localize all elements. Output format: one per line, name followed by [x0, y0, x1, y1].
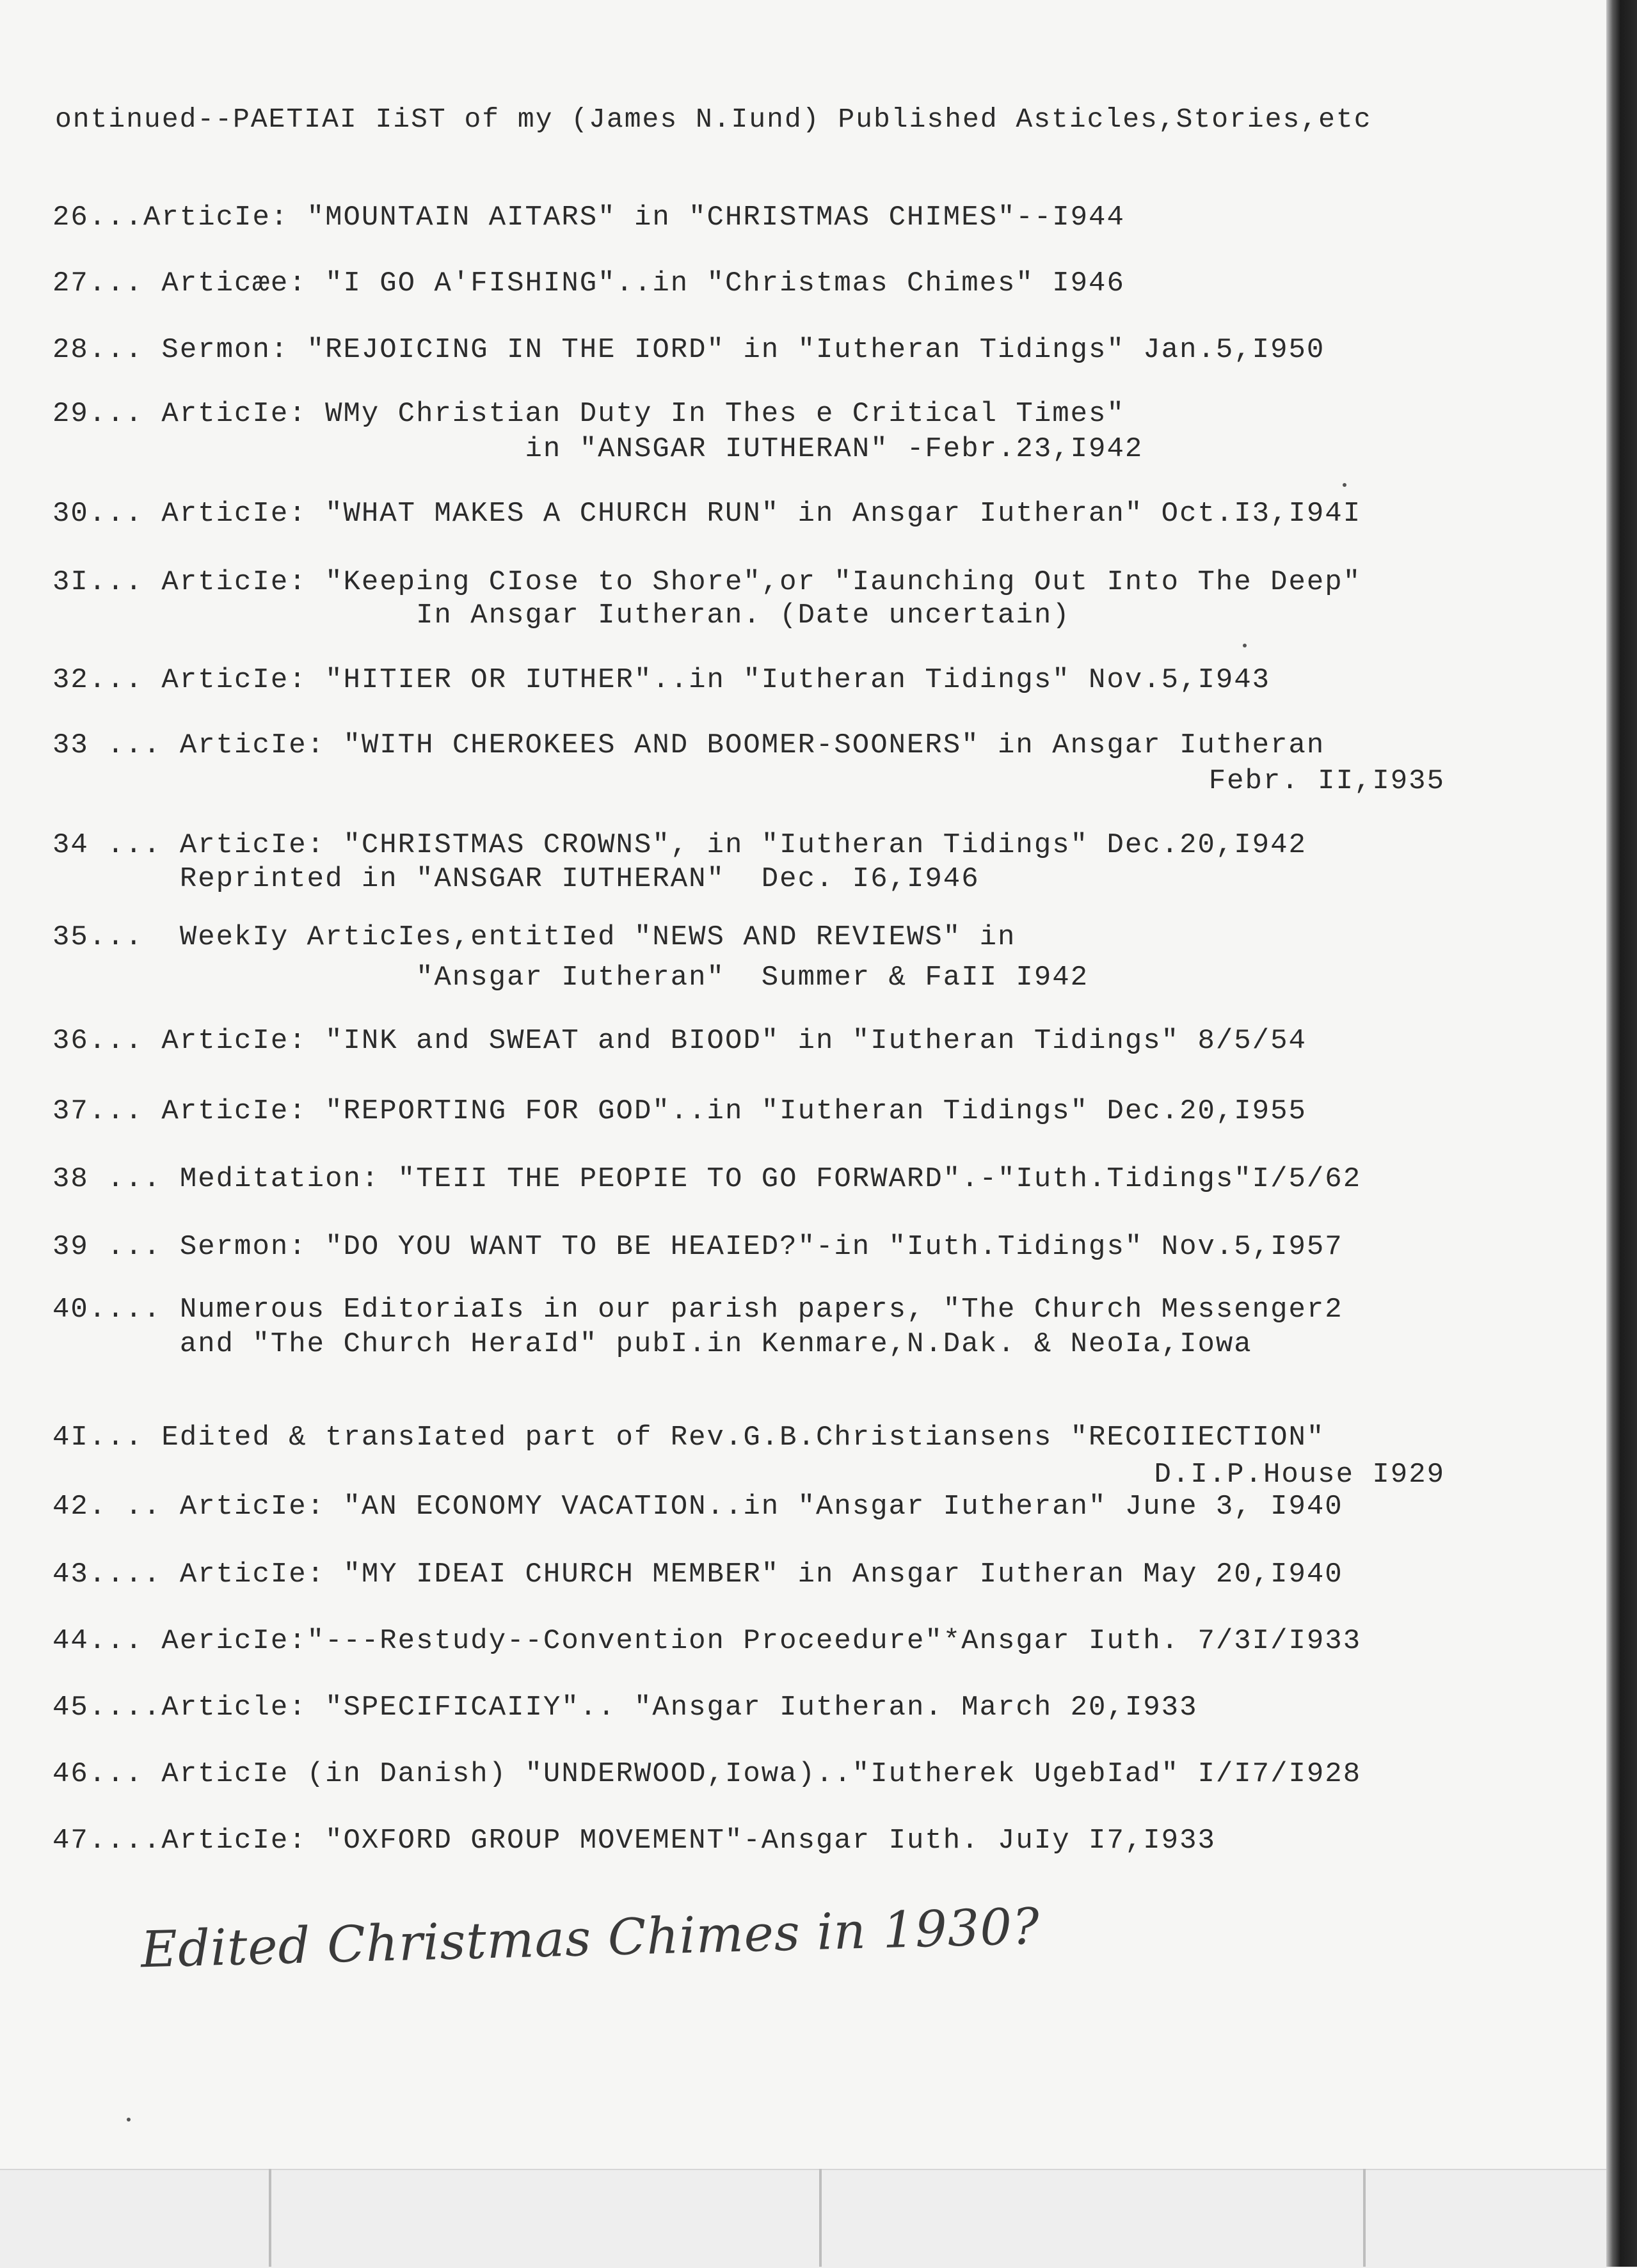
entry-46: 46... ArticIe (in Danish) "UNDERWOOD,Iowa).."Iutherek UgebIad" I/I7/I928 — [52, 1758, 1362, 1790]
handwritten-note: Edited Christmas Chimes in 1930? — [140, 1898, 1041, 1979]
entry-43: 43.... ArticIe: "MY IDEAI CHURCH MEMBER" in Ansgar Iutheran May 20,I940 — [52, 1558, 1343, 1590]
entry-40-cont: and "The Church HeraId" pubI.in Kenmare,N.Dak. & NeoIa,Iowa — [52, 1328, 1252, 1360]
entry-29: 29... ArticIe: WMy Christian Duty In Thes e Critical Times" — [52, 398, 1125, 430]
entry-36: 36... ArticIe: "INK and SWEAT and BIOOD" in "Iutheran Tidings" 8/5/54 — [52, 1025, 1307, 1057]
entry-40: 40.... Numerous EditoriaIs in our parish papers, "The Church Messenger2 — [52, 1294, 1343, 1326]
entry-42: 42. .. ArticIe: "AN ECONOMY VACATION..in "Ansgar Iutheran" June 3, I940 — [52, 1491, 1343, 1523]
entry-39: 39 ... Sermon: "DO YOU WANT TO BE HEAIED?"-in "Iuth.Tidings" Nov.5,I957 — [52, 1231, 1343, 1263]
entry-35: 35... WeekIy ArticIes,entitIed "NEWS AND REVIEWS" in — [52, 921, 1016, 953]
entry-28: 28... Sermon: "REJOICING IN THE IORD" in "Iutheran Tidings" Jan.5,I950 — [52, 334, 1325, 366]
entry-45: 45....Article: "SPECIFICAIIY".. "Ansgar Iutheran. March 20,I933 — [52, 1692, 1198, 1724]
paper-speck — [127, 2118, 131, 2121]
entry-33-date: Febr. II,I935 — [1208, 765, 1445, 797]
entry-35-cont: "Ansgar Iutheran" Summer & FaII I942 — [52, 962, 1089, 994]
entry-33: 33 ... ArticIe: "WITH CHEROKEES AND BOOMER-SOONERS" in Ansgar Iutheran — [52, 729, 1325, 761]
paper-speck — [1343, 483, 1346, 487]
entry-32: 32... ArticIe: "HITIER OR IUTHER"..in "Iutheran Tidings" Nov.5,I943 — [52, 664, 1271, 696]
strip-divider — [819, 2169, 822, 2267]
strip-divider — [1363, 2169, 1366, 2267]
entry-27: 27... Articæe: "I GO A'FISHING"..in "Christmas Chimes" I946 — [52, 267, 1125, 299]
entry-44: 44... AericIe:"---Restudy--Convention Proceedure"*Ansgar Iuth. 7/3I/I933 — [52, 1625, 1362, 1657]
entry-41-publisher: D.I.P.House I929 — [1154, 1459, 1445, 1491]
scanner-edge — [1606, 0, 1637, 2267]
entry-38: 38 ... Meditation: "TEII THE PEOPIE TO GO FORWARD".-"Iuth.Tidings"I/5/62 — [52, 1163, 1362, 1195]
entry-41: 4I... Edited & transIated part of Rev.G.B.Christiansens "RECOIIECTION" — [52, 1422, 1325, 1454]
entry-30: 30... ArticIe: "WHAT MAKES A CHURCH RUN" in Ansgar Iutheran" Oct.I3,I94I — [52, 498, 1362, 530]
entry-29-cont: in "ANSGAR IUTHERAN" -Febr.23,I942 — [52, 433, 1144, 465]
entry-34-cont: Reprinted in "ANSGAR IUTHERAN" Dec. I6,I946 — [52, 863, 980, 895]
entry-26: 26...ArticIe: "MOUNTAIN AITARS" in "CHRISTMAS CHIMES"--I944 — [52, 202, 1125, 234]
strip-divider — [269, 2169, 271, 2267]
entry-47: 47....ArticIe: "OXFORD GROUP MOVEMENT"-Ansgar Iuth. JuIy I7,I933 — [52, 1825, 1216, 1857]
entry-31-cont: In Ansgar Iutheran. (Date uncertain) — [52, 599, 1071, 631]
entry-34: 34 ... ArticIe: "CHRISTMAS CROWNS", in "Iutheran Tidings" Dec.20,I942 — [52, 829, 1307, 861]
entry-37: 37... ArticIe: "REPORTING FOR GOD"..in "Iutheran Tidings" Dec.20,I955 — [52, 1095, 1307, 1127]
page-heading: ontinued--PAETIAI IiST of my (James N.Iund) Published Asticles,Stories,etc — [55, 104, 1372, 135]
paper-speck — [1243, 644, 1247, 647]
entry-31: 3I... ArticIe: "Keeping CIose to Shore",or "Iaunching Out Into The Deep" — [52, 566, 1362, 598]
